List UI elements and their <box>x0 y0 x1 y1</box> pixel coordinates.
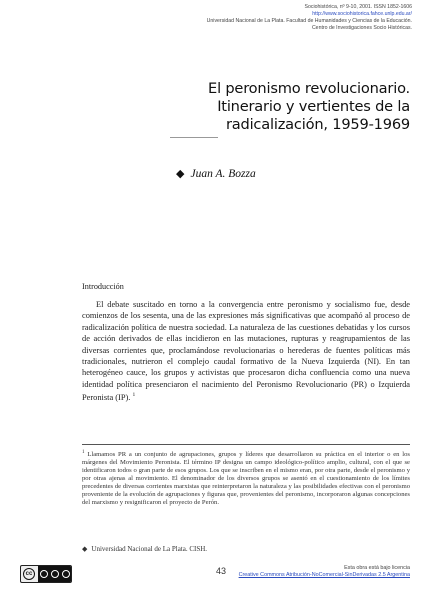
section-heading: Introducción <box>82 282 124 291</box>
journal-url-link[interactable]: http://www.sociohistorica.fahce.unlp.edu.ar/ <box>312 11 412 17</box>
footnote-reference[interactable]: 1 <box>132 392 136 399</box>
license-intro: Esta obra está bajo licencia <box>344 565 410 571</box>
author-block <box>176 167 256 180</box>
journal-header <box>82 4 412 32</box>
title-line-1: El peronismo revolucionario. <box>208 80 410 97</box>
footnote-text: Llamamos PR a un conjunto de agrupaciones, grupos y líderes que desarrollaron su práctica en el interior o en los márgenes del Movimiento Peronista. El término IP designa un campo ideológico-político amplio, cultural, con el que se identificaron todos o gran parte de esos grupos. Los que se inscriben en el mismo eran, por otra parte, desde el peronismo y por otras ajenas al movimiento. El denominador de los diversos grupos se asentó en el cuestionamiento de los límites precedentes de diversas corrientes marxistas que reinterpretaron la naturaleza y las posibilidades efectivas con el peronismo proveniente de la evolución de agrupaciones y figuras que, provenientes del peronismo, incorporaron algunas concepciones del marxismo y resignificaron el proyecto de Perón. <box>82 451 410 507</box>
article-title <box>110 80 410 134</box>
cc-logo-icon: cc <box>23 568 35 580</box>
author-affiliation <box>82 545 207 553</box>
center-line: Centro de Investigaciones Socio Históricas. <box>311 25 412 31</box>
page-number: 43 <box>216 566 227 576</box>
footnote-number: 1 <box>82 450 85 455</box>
license-link[interactable]: Creative Commons Atribución-NoComercial-SinDerivadas 2.5 Argentina <box>238 572 410 578</box>
license-notice <box>160 565 410 579</box>
creative-commons-badge[interactable] <box>20 565 72 583</box>
title-line-2: Itinerario y vertientes de la <box>217 98 410 115</box>
footnote-divider <box>82 444 410 445</box>
journal-citation: Sociohistórica, nº 9-10, 2001. ISSN 1852-1606 <box>304 4 412 10</box>
author-name: Juan A. Bozza <box>190 168 256 180</box>
affiliation-text: Universidad Nacional de La Plata. CISH. <box>91 545 208 553</box>
body-text: El debate suscitado en torno a la convergencia entre peronismo y socialismo fue, desde comienzos de los sesenta, una de las expresiones más significativas que acompañó al proceso de radicalización política de nuestra sociedad. La naturaleza de las cuestiones debatidas y los cursos de acción derivados de ellas incidieron en las mutaciones, rupturas y reagrupamientos de las diversas corrientes que, proclamándose revolucionarias o herederas de fuentes políticas más tradicionales, nutrieron el complejo caudal formativo de la Nueva Izquierda (NI). En tan heterogéneo cauce, los grupos y activistas que procesaron dicha confluencia como una nueva identidad política presenciaron el nacimiento del Peronismo Revolucionario (PR) o Izquierda Peronista (IP). <box>82 300 410 403</box>
diamond-icon: ◆ <box>82 545 88 553</box>
title-underline-divider <box>170 137 218 138</box>
footnote <box>82 449 410 507</box>
body-paragraph <box>82 299 410 403</box>
university-line: Universidad Nacional de La Plata. Facultad de Humanidades y Ciencias de la Educación. <box>206 18 412 24</box>
nd-icon <box>62 570 70 578</box>
license-icons <box>38 566 71 582</box>
nc-icon <box>51 570 59 578</box>
diamond-icon: ◆ <box>176 168 185 180</box>
title-line-3: radicalización, 1959-1969 <box>225 116 410 133</box>
by-icon <box>40 570 48 578</box>
